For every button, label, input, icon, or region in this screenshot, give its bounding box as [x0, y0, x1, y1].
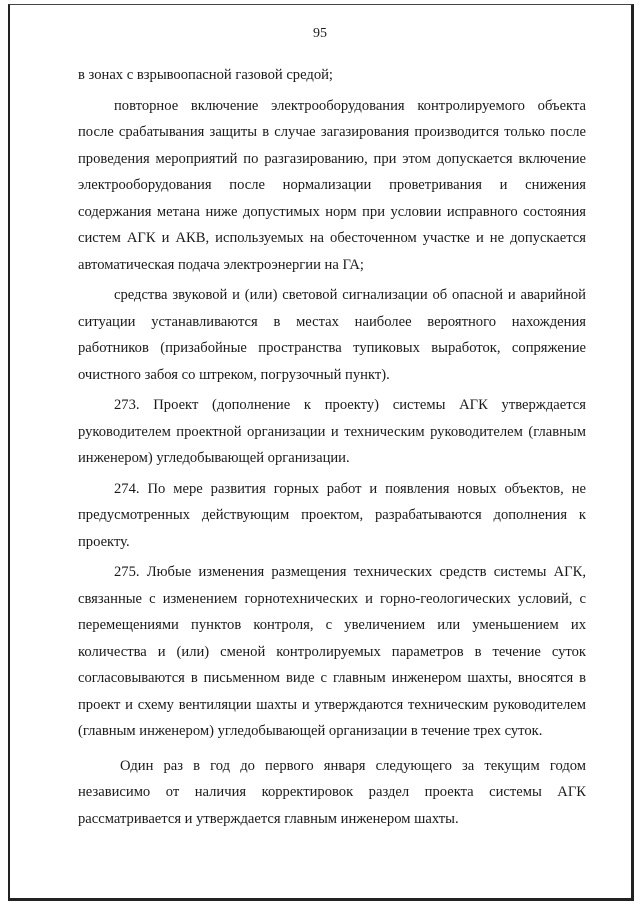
paragraph-annual-review: Один раз в год до первого января следующего за текущим годом независимо от наличия корректировок раздел проекта системы АГК рассматривается и утверждается главным инженером шахты.	[78, 757, 586, 827]
paragraph-item-273: 273. Проект (дополнение к проекту) системы АГК утверждается руководителем проектной организации и техническим руководителем (главным инженером) угледобывающей организации.	[78, 397, 586, 466]
paragraph-reenabling-equipment: повторное включение электрооборудования контролируемого объекта после срабатывания защиты в случае загазирования производится только после проведения мероприятий по разгазированию, при этом допускается включение электрооборудования после нормализации проветривания и снижения содержания метана ниже допустимых норм при условии исправного состояния систем АГК и АКВ, используемых на обесточенном участке и не допускается автоматическая подача электроэнергии на ГА;	[78, 97, 586, 273]
paragraph-item-275: 275. Любые изменения размещения технических средств системы АГК, связанные с изменением горнотехнических и горно-геологических условий, с перемещениями пунктов контроля, с увеличением или уменьшением их количества и (или) сменой контролируемых параметров в течение суток согласовываются в письменном виде с главным инженером шахты, вносятся в проект и схему вентиляции шахты и утверждаются техническим руководителем (главным инженером) угледобывающей организации в течение трех суток.	[78, 564, 586, 739]
paragraph-continuation: в зонах с взрывоопасной газовой средой;	[78, 67, 333, 83]
paragraph-alarm-signalling: средства звуковой и (или) световой сигнализации об опасной и аварийной ситуации устанавливаются в местах наиболее вероятного нахождения работников (призабойные пространства тупиковых выработок, сопряжение очистного забоя со штреком, погрузочный пункт).	[78, 287, 586, 383]
page-number: 95	[313, 26, 327, 41]
paragraph-item-274: 274. По мере развития горных работ и появления новых объектов, не предусмотренных действующим проектом, разрабатываются дополнения к проекту.	[78, 480, 586, 550]
document-body	[78, 62, 586, 836]
